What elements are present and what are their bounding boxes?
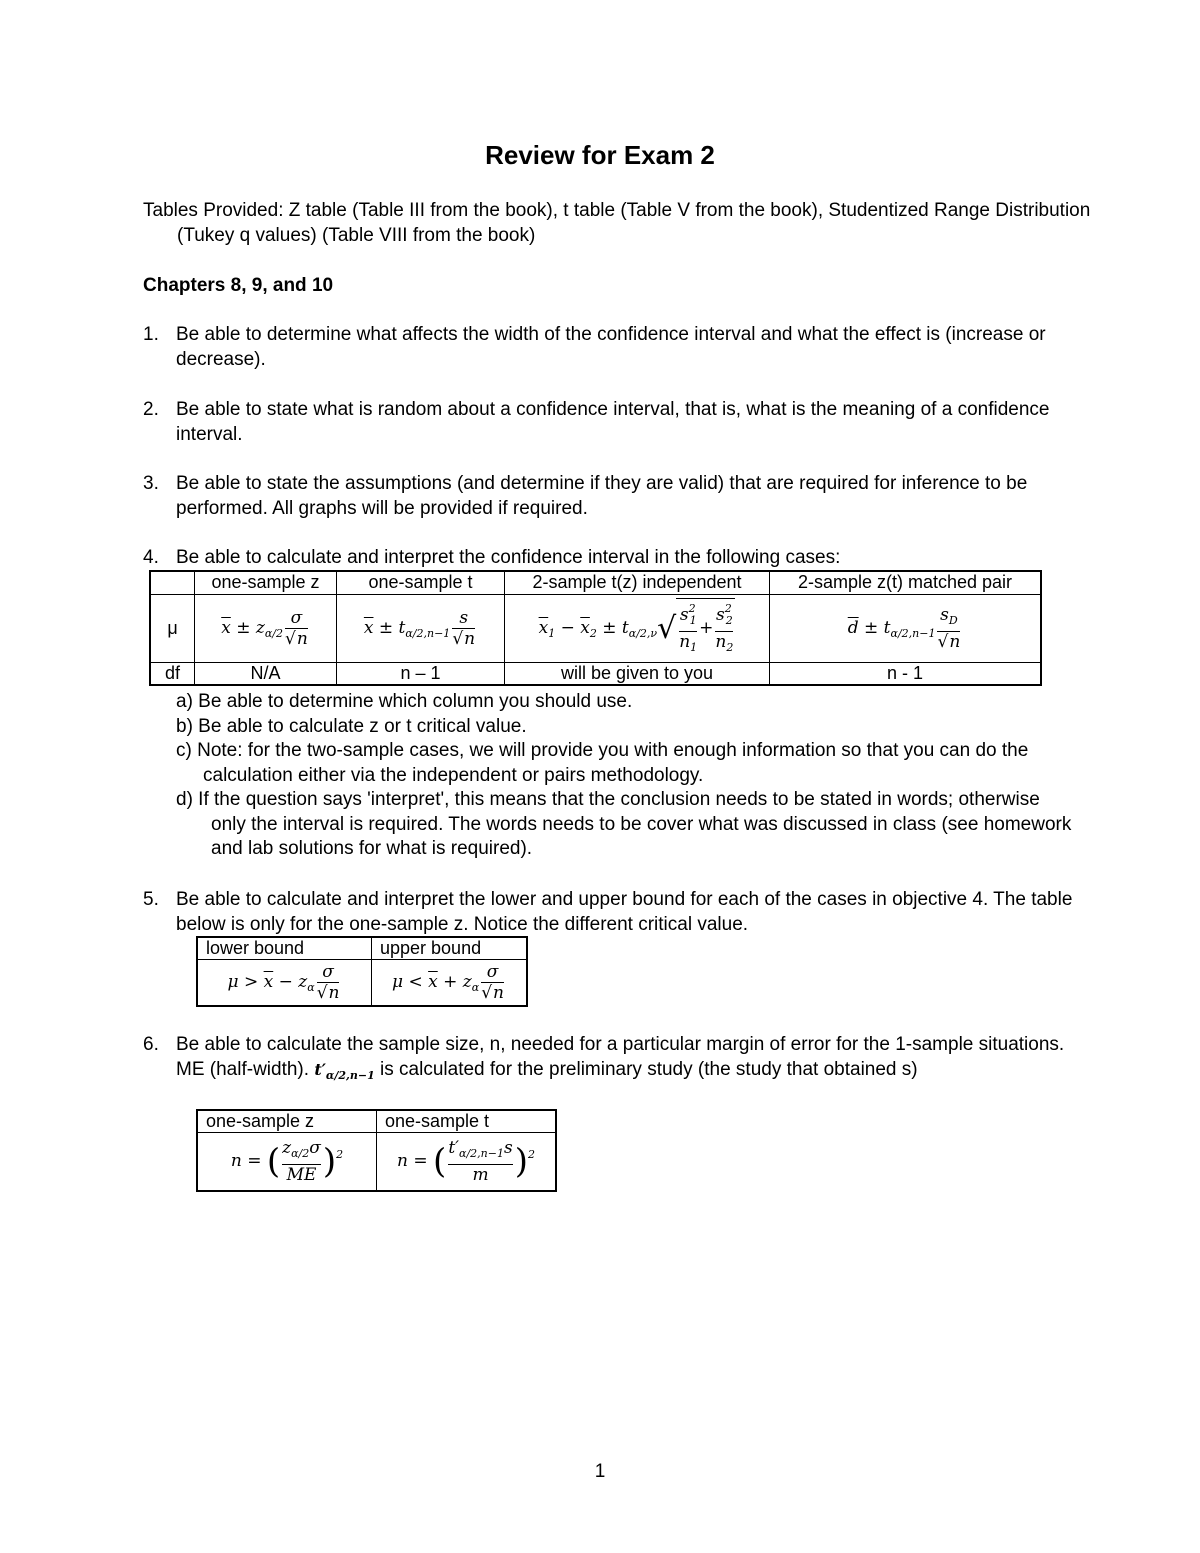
list-item <box>143 397 1073 447</box>
list-item <box>143 545 1073 570</box>
item-number: 5. <box>143 889 159 910</box>
item-number: 1. <box>143 324 159 345</box>
page-title: Review for Exam 2 <box>485 140 715 170</box>
formula-two-sample-independent: $\overline{x}_1 - \overline{x}_2 \pm t_{\alpha/2,\nu}√$ $\frac{s^2_1}{n_1}$ + $\frac{s^2_2}{n_2}$ <box>505 594 770 662</box>
item-text: Be able to calculate and interpret the lower and upper bound for each of the cases in objective 4. The table below is only for the one-sample z. Notice the different critical value. <box>176 889 1073 935</box>
sub-item: a) Be able to determine which column you should use. <box>176 691 633 712</box>
table-header: one-sample t <box>377 1110 557 1133</box>
item-text-b: is calculated for the preliminary study (the study that obtained s) <box>380 1059 918 1080</box>
bound-table <box>196 936 528 1007</box>
list-item <box>143 471 1073 521</box>
list-item <box>143 1032 1073 1088</box>
item-number: 3. <box>143 473 159 494</box>
table-cell: will be given to you <box>505 662 770 685</box>
item-text: Be able to calculate and interpret the confidence interval in the following cases: <box>176 547 841 568</box>
sub-item: c) Note: for the two-sample cases, we will provide you with enough information so that you can do the calculation either via the independent or pairs methodology. <box>176 740 1029 786</box>
sample-size-table <box>196 1109 557 1192</box>
formula-size-t: n = ( $\frac{t'_{\alpha/2,n-1}s}{m}$ )$^2$ <box>377 1133 557 1191</box>
sub-list <box>176 690 1076 862</box>
sub-item: b) Be able to calculate z or t critical value. <box>176 715 527 737</box>
item-text: Be able to calculate the sample size, n, needed for a particular margin of error for the 1-sample situations. ME (half-width). $t'_{\alpha/2,n-1}$ is calculated for the preliminary study (the study that obtained s) <box>176 1034 1065 1082</box>
section-heading: Chapters 8, 9, and 10 <box>143 275 334 296</box>
table-header: 2-sample z(t) matched pair <box>770 571 1042 594</box>
row-label: df <box>150 662 195 685</box>
table-header: lower bound <box>197 937 372 960</box>
table-cell: N/A <box>195 662 337 685</box>
table-cell: n - 1 <box>770 662 1042 685</box>
formula-one-sample-t: $\overline{x} \pm t_{\alpha/2,n-1}$ $\frac{s}{√n}$ <box>337 594 505 662</box>
formula-matched-pair: $\overline{d} \pm t_{\alpha/2,n-1}$ $\frac{s_D}{√n}$ <box>770 594 1042 662</box>
table-cell: n – 1 <box>337 662 505 685</box>
formula-lower-bound: $\mu > \overline{x} - z_\alpha$ $\frac{\sigma}{√n}$ <box>197 960 372 1006</box>
formula-size-z: n = ( $\frac{z_{\alpha/2}\sigma}{ME}$ )$^2$ <box>197 1133 377 1191</box>
table-header: 2-sample t(z) independent <box>505 571 770 594</box>
tables-provided: Tables Provided: Z table (Table III from the book), t table (Table V from the book), Studentized Range Distribution (Tukey q values) (Table VIII from the book) <box>143 200 1091 246</box>
table-corner <box>150 571 195 594</box>
item-number: 2. <box>143 399 159 420</box>
list-item <box>143 887 1073 937</box>
page-number: 1 <box>594 1461 606 1482</box>
list-item <box>143 322 1073 372</box>
item-text-a: Be able to calculate the sample size, n, needed for a particular margin of error for the 1-sample situations. ME (half-width). <box>176 1034 1065 1080</box>
sub-item: d) If the question says 'interpret', this means that the conclusion needs to be stated in words; otherwise only the interval is required. The words needs to be cover what was discussed in class (see homework and lab solutions for what is required). <box>176 789 1072 859</box>
formula-one-sample-z: $\overline{x} \pm z_{\alpha/2}$ $\frac{\sigma}{√n}$ <box>195 594 337 662</box>
ci-table <box>149 570 1042 686</box>
item-text: Be able to determine what affects the width of the confidence interval and what the effect is (increase or decrease). <box>176 324 1046 370</box>
item-text: Be able to state the assumptions (and determine if they are valid) that are required for inference to be performed. All graphs will be provided if required. <box>176 473 1028 519</box>
table-header: one-sample z <box>195 571 337 594</box>
table-header: one-sample z <box>197 1110 377 1133</box>
item-text: Be able to state what is random about a confidence interval, that is, what is the meaning of a confidence interval. <box>176 399 1050 445</box>
item-number: 6. <box>143 1034 159 1055</box>
table-header: one-sample t <box>337 571 505 594</box>
formula-upper-bound: $\mu < \overline{x} + z_\alpha$ $\frac{\sigma}{√n}$ <box>372 960 528 1006</box>
table-header: upper bound <box>372 937 528 960</box>
row-label: μ <box>150 594 195 662</box>
item-number: 4. <box>143 547 159 568</box>
